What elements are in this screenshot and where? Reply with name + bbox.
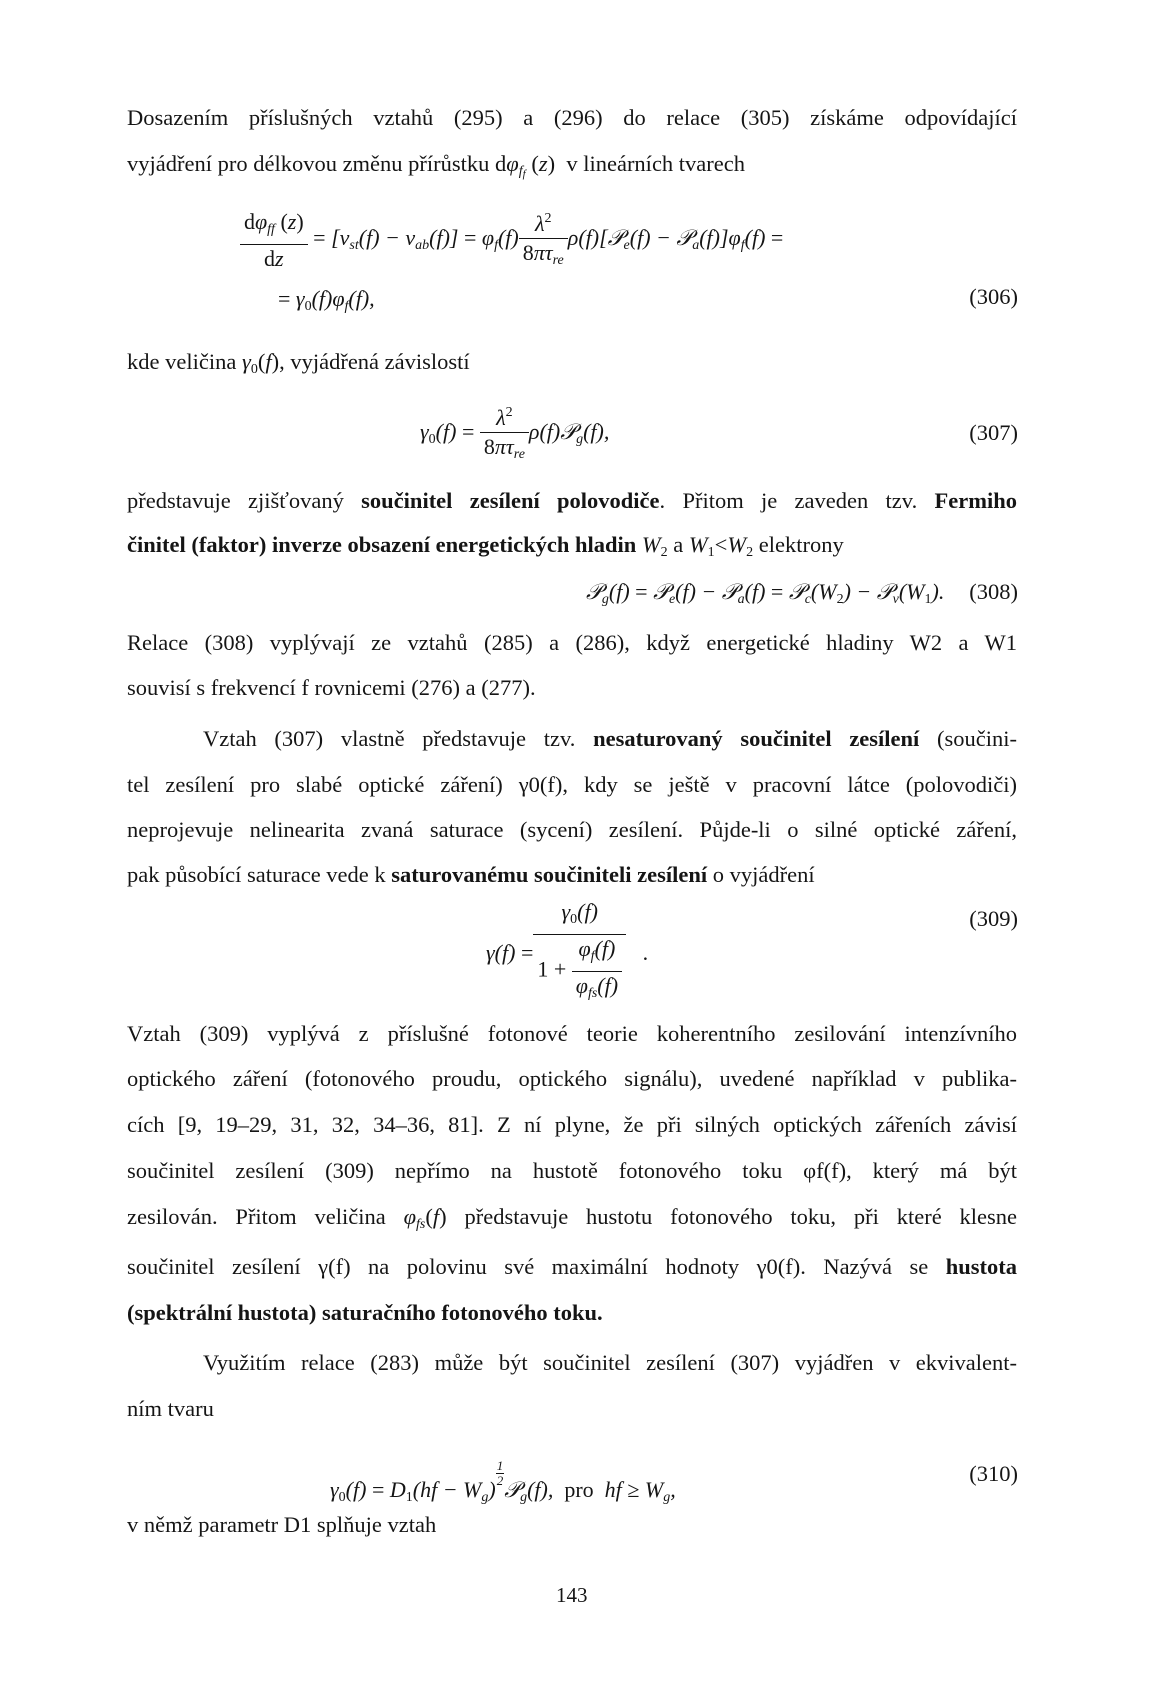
equation-309: γ(f) = $\gamma_0(f)$ 1 + $\frac{\varphi_f(f)}{\varphi_{fs}(f)}$ . <box>486 899 649 1001</box>
page-number: 143 <box>556 1583 588 1607</box>
paragraph-6-line-2: optického záření (fotonového proudu, optického signálu), uvedené například v publika- <box>127 1066 1017 1091</box>
equation-308: 𝒫$_g$(f) = 𝒫$_e$(f) − 𝒫$_a$(f) = $𝒫_c(W_2)$ − $𝒫_v(W_1)$. <box>586 579 945 607</box>
paragraph-6-line-6: součinitel zesílení γ(f) na polovinu své maximální hodnoty γ0(f). Nazývá se hustota <box>127 1254 1017 1279</box>
equation-306-line-2: = $\gamma_0(f)\varphi_f(f)$, <box>278 286 375 314</box>
paragraph-6-line-7: (spektrální hustota) saturačního fotonového toku. <box>127 1300 603 1325</box>
paragraph-6-line-1: Vztah (309) vyplývá z příslušné fotonové teorie koherentního zesilování intenzívního <box>127 1021 1017 1046</box>
equation-306-line-1: $\frac{d\varphi_{ff} (z)}{dz}$ = $[v_{st}(f) - v_{ab}(f)] = \varphi_f(f)$ $\frac{\lambda^2}{8\pi\tau_{re}}$ ρ(f)[𝒫$_e$(f) − $𝒫_a(f)]\varphi_f(f)$ = <box>240 205 783 275</box>
paragraph-5-line-1: Vztah (307) vlastně představuje tzv. nesaturovaný součinitel zesílení (součini- <box>203 726 1017 751</box>
equation-310: $\gamma_0(f) = D_1(hf - W_g)$ $\frac{1}{2}$ 𝒫$_g$(f), pro hf ≥ $W_g$, <box>330 1458 676 1505</box>
equation-309-number: (309) <box>969 906 1018 931</box>
equation-306-number: (306) <box>969 284 1018 309</box>
paragraph-7-line-2: ním tvaru <box>127 1396 214 1421</box>
paragraph-3-line-1: představuje zjišťovaný součinitel zesílení polovodiče. Přitom je zaveden tzv. Fermiho <box>127 488 1017 513</box>
paragraph-4-line-2: souvisí s frekvencí f rovnicemi (276) a (277). <box>127 675 536 700</box>
paragraph-1-line-1: Dosazením příslušných vztahů (295) a (296) do relace (305) získáme odpovídající <box>127 105 1017 130</box>
paragraph-4-line-1: Relace (308) vyplývají ze vztahů (285) a (286), když energetické hladiny W2 a W1 <box>127 630 1017 655</box>
paragraph-5-line-4: pak působící saturace vede k saturovanému součiniteli zesílení o vyjádření <box>127 862 815 887</box>
equation-308-number: (308) <box>969 579 1018 604</box>
equation-310-number: (310) <box>969 1461 1018 1486</box>
paragraph-3-line-2: činitel (faktor) inverze obsazení energetických hladin $W_2$ a $W_1<W_2$ elektrony <box>127 532 844 560</box>
paragraph-6-line-3: cích [9, 19–29, 31, 32, 34–36, 81]. Z ní plyne, že při silných optických zářeních závisí <box>127 1112 1017 1137</box>
paragraph-5-line-2: tel zesílení pro slabé optické záření) γ0(f), kdy se ještě v pracovní látce (polovodiči) <box>127 772 1017 797</box>
paragraph-1-line-2: vyjádření pro délkovou změnu přírůstku $d\varphi_{f_f}$ (z) v lineárních tvarech <box>127 151 746 180</box>
equation-307-number: (307) <box>969 420 1018 445</box>
paragraph-2: kde veličina $\gamma_0(f)$, vyjádřená závislostí <box>127 349 470 377</box>
equation-307: $\gamma_0(f)$ = $\frac{\lambda^2}{8\pi\tau_{re}}$ ρ(f)𝒫$_g$(f), <box>420 399 609 469</box>
paragraph-6-line-5: zesilován. Přitom veličina $\varphi_{fs}(f)$ představuje hustotu fotonového toku, při které klesne <box>127 1204 1017 1232</box>
paragraph-8: v němž parametr D1 splňuje vztah <box>127 1512 437 1537</box>
paragraph-7-line-1: Využitím relace (283) může být součinitel zesílení (307) vyjádřen v ekvivalent- <box>203 1350 1017 1375</box>
paragraph-5-line-3: neprojevuje nelinearita zvaná saturace (sycení) zesílení. Půjde-li o silné optické záření, <box>127 817 1017 842</box>
paragraph-6-line-4: součinitel zesílení (309) nepřímo na hustotě fotonového toku φf(f), který má být <box>127 1158 1017 1183</box>
